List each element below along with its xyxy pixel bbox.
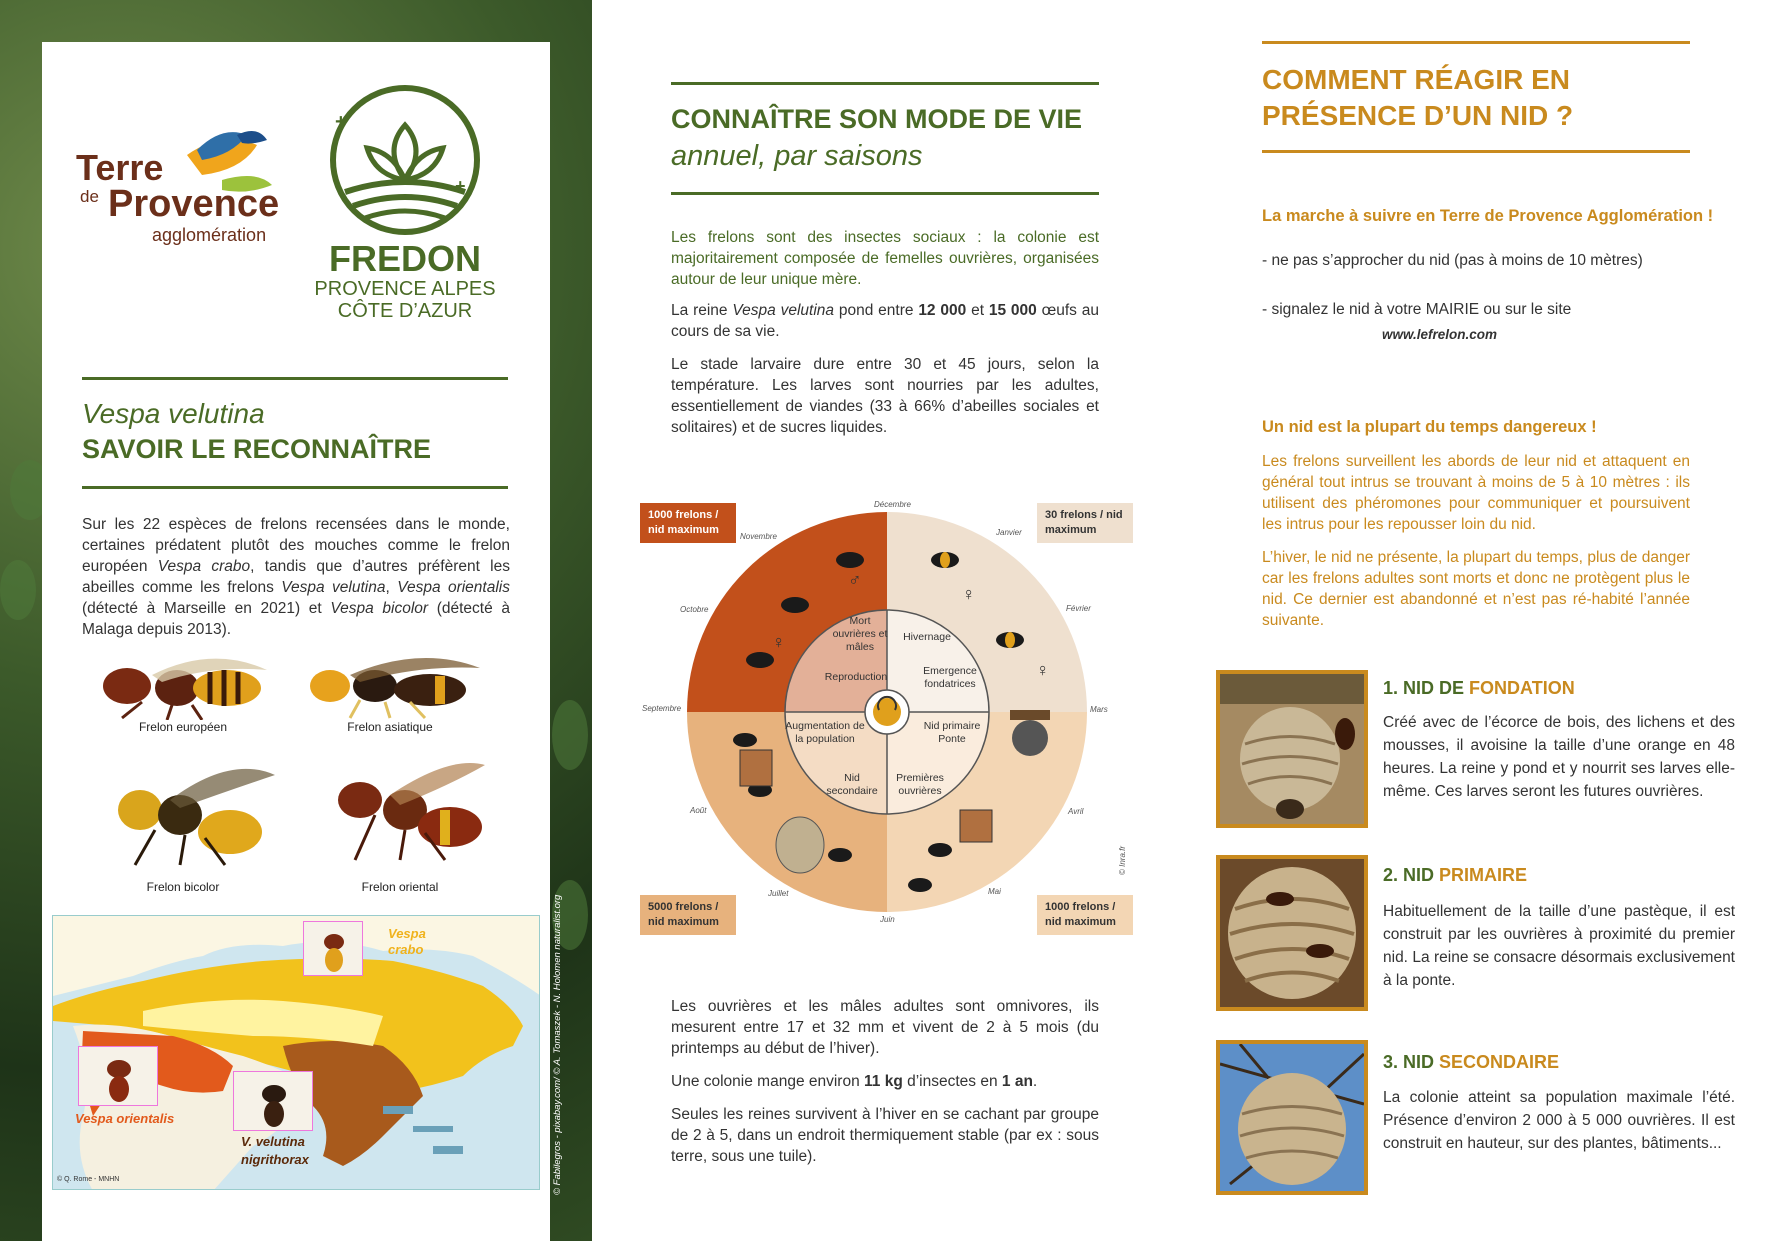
nest-number: 2. [1383, 865, 1399, 885]
cycle-box-winter: 1000 frelons / nid maximum [640, 503, 736, 543]
left-heading-bold: SAVOIR LE RECONNAÎTRE [82, 434, 432, 464]
species-name: Vespa velutina [732, 302, 835, 319]
cycle-credit: © Inra.fr [1118, 845, 1127, 875]
danger-title: Un nid est la plupart du temps dangereux ! [1262, 418, 1597, 436]
cycle-label-premieres: Premières ouvrières [896, 772, 944, 797]
left-heading-italic: Vespa velutina [82, 398, 265, 429]
cycle-label-nid-primaire: Nid primaire Ponte [923, 720, 981, 745]
queens-paragraph: Seules les reines survivent à l’hiver en se cachant par groupe de 2 à 5, dans un endroit thermiquement stable (par ex : sous terre, sous une tuile). [671, 1106, 1099, 1165]
fredon-name: FREDON [329, 238, 481, 279]
egg-min: 12 000 [918, 302, 967, 319]
nest-illustration [1220, 859, 1364, 1007]
male-symbol: ♂ [848, 570, 862, 590]
month-label: Janvier [996, 528, 1022, 537]
left-intro-paragraph [82, 514, 510, 640]
nest-2-text: Habituellement de la taille d’une pastèque, il est construit par les ouvrières à proximité du premier nid. La reine se consacre désormais exclusivement à la ponte. [1383, 903, 1735, 989]
logo-provence: Provence [108, 183, 280, 225]
logo-terre: Terre [76, 147, 164, 188]
hornet-thumb-icon [234, 1072, 314, 1132]
text-run: Une colonie mange environ [671, 1073, 865, 1090]
cycle-label-augmentation: Augmentation de la population [785, 720, 865, 745]
text-run: . [1032, 1073, 1038, 1090]
leaf-shape [0, 560, 36, 620]
intro-text: (détecté à Marseille en 2021) et [82, 600, 331, 617]
danger-paragraph-1: Les frelons surveillent les abords de leur nid et attaquent en général tout intrus se trouvant à moins de 5 à 10 mètres : ils utilisent des phéromones pour communiquer et poursuivent les intrus pour les repousser loin du nid. [1262, 453, 1690, 533]
species-name: Vespa crabo [157, 558, 251, 575]
hornet-thumb-icon [79, 1047, 159, 1107]
intro-text: Sur les 22 espèces de frelons recensées dans le monde, certaines prédatent plutôt des mouches comme le frelon européen [82, 516, 510, 575]
bicolor-hornet-photo [100, 760, 280, 870]
fredon-region-1: PROVENCE ALPES [314, 278, 496, 300]
map-credit: © Q. Rome - MNHN [57, 1176, 120, 1183]
map-label-velutina-1: V. velutina [241, 1134, 305, 1149]
right-heading-line-1: COMMENT RÉAGIR EN [1262, 64, 1570, 95]
map-label-crabo: Vespa crabo [388, 926, 426, 957]
queen-eggs-paragraph [671, 300, 1099, 342]
month-label: Mai [988, 887, 1001, 896]
velutina-thumbnail [233, 1071, 313, 1131]
nest-title-type: FONDATION [1469, 678, 1575, 698]
month-label: Mars [1090, 705, 1108, 714]
month-label: Décembre [874, 500, 911, 509]
colony-period: 1 an [1001, 1073, 1033, 1090]
foundation-nest-photo [1216, 670, 1368, 828]
distribution-map [52, 915, 540, 1190]
month-label: Avril [1068, 807, 1084, 816]
caption-bicolor-hornet: Frelon bicolor [146, 880, 220, 894]
text-run: et [966, 302, 989, 319]
cycle-label-mort: Mort ouvrières et mâles [832, 615, 888, 653]
step-1: - ne pas s’approcher du nid (pas à moins de 10 mètres) [1262, 252, 1643, 269]
divider-line [82, 486, 508, 489]
steps-title: La marche à suivre en Terre de Provence Agglomération ! [1262, 207, 1714, 225]
divider-line [1262, 150, 1690, 153]
divider-line [671, 82, 1099, 85]
text-run: pond entre [834, 302, 919, 319]
middle-heading-bold: CONNAÎTRE SON MODE DE VIE [671, 104, 1083, 134]
cycle-box-early-summer: 1000 frelons / nid maximum [1037, 895, 1133, 935]
cycle-label-emergence: Emergence fondatrices [923, 665, 977, 690]
european-hornet-photo [82, 650, 272, 720]
logo-de: de [80, 187, 99, 206]
caption-european-hornet: Frelon européen [138, 720, 228, 734]
asian-hornet-photo [290, 650, 490, 720]
logo-agglomeration: agglomération [152, 225, 267, 245]
colony-paragraph [671, 1071, 1099, 1092]
terre-de-provence-logo [72, 125, 302, 255]
life-cycle-wheel [640, 500, 1140, 940]
nest-3-text: La colonie atteint sa population maximale l’été. Présence d’environ 2 000 à 5 000 ouvrières. Il est construit en hauteur, sur des plantes, bâtiments... [1383, 1089, 1735, 1152]
cycle-label-reproduction: Reproduction [824, 671, 888, 683]
cycle-label-nid-secondaire: Nid secondaire [826, 772, 878, 797]
map-label-velutina-2: nigrithorax [241, 1152, 309, 1167]
secondary-nest-photo [1216, 1040, 1368, 1195]
middle-lead-paragraph: Les frelons sont des insectes sociaux : la colonie est majoritairement composée de femelles ouvrières, organisées autour de leur unique mère. [671, 229, 1099, 288]
primary-nest-photo [1216, 855, 1368, 1011]
right-heading-line-2: PRÉSENCE D’UN NID ? [1262, 100, 1574, 131]
nest-illustration [1220, 674, 1364, 824]
month-label: Juillet [768, 889, 789, 898]
danger-paragraph-2: L’hiver, le nid ne présente, la plupart du temps, plus de danger car les frelons adultes sont morts et donc ne protègent plus le nid. Ce dernier est abandonné et n’est pas ré-habité l’année suivante. [1262, 549, 1690, 629]
nest-title-prefix: NID [1403, 1052, 1440, 1072]
female-symbol: ♀ [962, 584, 976, 604]
hornet-thumb-icon [304, 922, 364, 977]
svg-text:+: + [335, 111, 347, 133]
nest-title-prefix: NID DE [1403, 678, 1470, 698]
nest-number: 1. [1383, 678, 1399, 698]
orientalis-thumbnail [78, 1046, 158, 1106]
crabo-thumbnail [303, 921, 363, 976]
text-run: La reine [671, 302, 733, 319]
nest-title-type: PRIMAIRE [1439, 865, 1528, 885]
leaf-shape [552, 700, 588, 770]
month-label: Octobre [680, 605, 709, 614]
female-symbol: ♀ [1036, 660, 1050, 680]
divider-line [1262, 41, 1690, 44]
month-label: Août [690, 806, 707, 815]
step-2: - signalez le nid à votre MAIRIE ou sur le site [1262, 301, 1572, 318]
nest-illustration [1220, 1044, 1364, 1191]
nest-1-title [1383, 678, 1575, 699]
text-run: d’insectes en [902, 1073, 1002, 1090]
cycle-box-spring: 30 frelons / nid maximum [1037, 503, 1133, 543]
map-label-orientalis: Vespa orientalis [75, 1111, 175, 1126]
right-heading [1262, 62, 1573, 134]
species-name: Vespa orientalis [397, 579, 510, 596]
divider-line [671, 192, 1099, 195]
larva-paragraph: Le stade larvaire dure entre 30 et 45 jours, selon la température. Les larves sont nourries par les adultes, essentiellement de viandes (33 à 66% d’abeilles sociales et solitaires) et de sucres liquides. [671, 356, 1099, 436]
nest-title-prefix: NID [1403, 865, 1440, 885]
nest-1-text: Créé avec de l’écorce de bois, des lichens et des mousses, il avoisine la taille d’une orange en 48 heures. La reine y pond et y nourrit ses larves elle-même. Ces larves seront les futures ouvrières. [1383, 714, 1735, 800]
cycle-label-hivernage: Hivernage [903, 631, 951, 643]
fredon-region-2: CÔTE D’AZUR [337, 300, 473, 322]
intro-text: (détecté à Malaga depuis 2013). [82, 600, 510, 638]
caption-oriental-hornet: Frelon oriental [361, 880, 439, 894]
photo-credit-vertical: © Fabilegros - pixabay.com/ © A. Tomaszek - N. Holomen naturalist.org [552, 894, 563, 1195]
species-name: Vespa velutina [281, 579, 386, 596]
caption-asian-hornet: Frelon asiatique [347, 720, 433, 734]
intro-text: , [385, 579, 398, 596]
nest-title-type: SECONDAIRE [1439, 1052, 1560, 1072]
fredon-emblem-icon [305, 80, 505, 240]
workers-paragraph: Les ouvrières et les mâles adultes sont omnivores, ils mesurent entre 17 et 32 mm et vivent de 2 à 5 mois (du printemps au début de l’hiver). [671, 998, 1099, 1057]
intro-text: , tandis que d’autres préfèrent les abeilles comme les frelons [82, 558, 510, 596]
text-run: œufs au cours de sa vie. [671, 302, 1099, 340]
female-symbol: ♀ [772, 632, 786, 652]
cycle-box-summer: 5000 frelons / nid maximum [640, 895, 736, 935]
svg-text:+: + [455, 176, 466, 196]
oriental-hornet-photo [310, 755, 490, 865]
middle-heading-italic: annuel, par saisons [671, 140, 923, 172]
month-label: Septembre [642, 704, 682, 713]
colony-quantity: 11 kg [864, 1073, 903, 1090]
divider-line [82, 377, 508, 380]
website-link[interactable]: www.lefrelon.com [1382, 327, 1498, 342]
month-label: Juin [880, 915, 895, 924]
month-label: Novembre [740, 532, 777, 541]
fredon-logo [305, 80, 505, 320]
month-label: Février [1066, 604, 1091, 613]
nest-number: 3. [1383, 1052, 1399, 1072]
egg-max: 15 000 [988, 302, 1037, 319]
nest-2-title [1383, 865, 1527, 886]
nest-3-title [1383, 1052, 1559, 1073]
species-name: Vespa bicolor [330, 600, 429, 617]
